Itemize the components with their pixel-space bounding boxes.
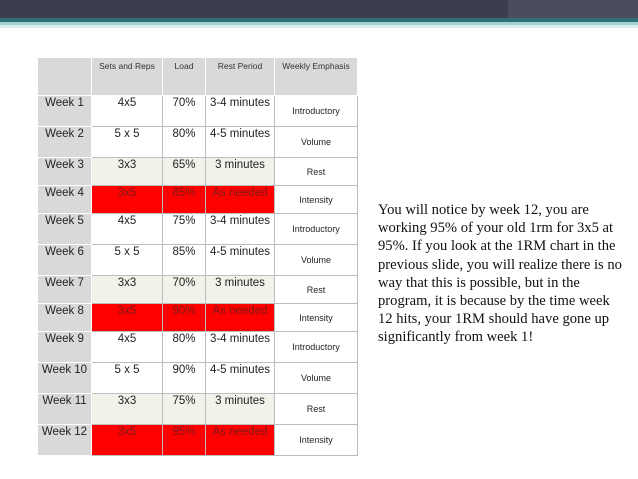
emphasis-cell: Intensity <box>275 304 358 332</box>
load-cell: 90% <box>163 363 206 394</box>
emphasis-cell: Introductory <box>275 96 358 127</box>
week-cell: Week 9 <box>38 332 92 363</box>
rest-period-cell: 4-5 minutes <box>206 363 275 394</box>
load-cell: 80% <box>163 127 206 158</box>
week-cell: Week 6 <box>38 245 92 276</box>
sets-reps-cell: 3x5 <box>92 304 163 332</box>
table-row <box>38 96 358 127</box>
table-row <box>38 276 358 304</box>
emphasis-cell: Introductory <box>275 214 358 245</box>
table-row <box>38 425 358 456</box>
sets-reps-cell: 4x5 <box>92 96 163 127</box>
emphasis-cell: Volume <box>275 363 358 394</box>
table-row <box>38 158 358 186</box>
sets-reps-cell: 5 x 5 <box>92 127 163 158</box>
rest-period-cell: 3-4 minutes <box>206 96 275 127</box>
table-header-row <box>38 58 358 96</box>
load-cell: 80% <box>163 332 206 363</box>
emphasis-cell: Intensity <box>275 425 358 456</box>
week-cell: Week 1 <box>38 96 92 127</box>
sets-reps-cell: 3x3 <box>92 158 163 186</box>
rest-period-cell: As needed <box>206 425 275 456</box>
rest-period-cell: 3 minutes <box>206 158 275 186</box>
header-load: Load <box>163 58 206 96</box>
sets-reps-cell: 3x5 <box>92 425 163 456</box>
load-cell: 70% <box>163 276 206 304</box>
load-cell: 70% <box>163 96 206 127</box>
accent-stripe-pale <box>0 25 638 28</box>
table-row <box>38 394 358 425</box>
sets-reps-cell: 5 x 5 <box>92 245 163 276</box>
week-cell: Week 5 <box>38 214 92 245</box>
table-row <box>38 214 358 245</box>
emphasis-cell: Introductory <box>275 332 358 363</box>
week-cell: Week 3 <box>38 158 92 186</box>
emphasis-cell: Volume <box>275 245 358 276</box>
week-cell: Week 10 <box>38 363 92 394</box>
sets-reps-cell: 4x5 <box>92 214 163 245</box>
load-cell: 75% <box>163 394 206 425</box>
program-table-container <box>37 57 357 456</box>
sets-reps-cell: 5 x 5 <box>92 363 163 394</box>
sets-reps-cell: 4x5 <box>92 332 163 363</box>
week-cell: Week 11 <box>38 394 92 425</box>
sets-reps-cell: 3x3 <box>92 276 163 304</box>
sets-reps-cell: 3x5 <box>92 186 163 214</box>
week-cell: Week 2 <box>38 127 92 158</box>
header-emphasis: Weekly Emphasis <box>275 58 358 96</box>
load-cell: 85% <box>163 245 206 276</box>
load-cell: 75% <box>163 214 206 245</box>
week-cell: Week 7 <box>38 276 92 304</box>
rest-period-cell: 3-4 minutes <box>206 332 275 363</box>
load-cell: 90% <box>163 304 206 332</box>
emphasis-cell: Rest <box>275 276 358 304</box>
rest-period-cell: 4-5 minutes <box>206 127 275 158</box>
table-row <box>38 363 358 394</box>
header-rest: Rest Period <box>206 58 275 96</box>
emphasis-cell: Volume <box>275 127 358 158</box>
rest-period-cell: 3-4 minutes <box>206 214 275 245</box>
table-body <box>38 96 358 456</box>
week-cell: Week 12 <box>38 425 92 456</box>
rest-period-cell: As needed <box>206 304 275 332</box>
rest-period-cell: 4-5 minutes <box>206 245 275 276</box>
emphasis-cell: Rest <box>275 158 358 186</box>
sets-reps-cell: 3x3 <box>92 394 163 425</box>
table-row <box>38 186 358 214</box>
load-cell: 95% <box>163 425 206 456</box>
top-bar-accent <box>508 0 638 18</box>
header-corner <box>38 58 92 96</box>
header-sets: Sets and Reps <box>92 58 163 96</box>
table-row <box>38 127 358 158</box>
load-cell: 65% <box>163 158 206 186</box>
rest-period-cell: 3 minutes <box>206 276 275 304</box>
explanation-text: You will notice by week 12, you are working 95% of your old 1rm for 3x5 at 95%. If you look at the 1RM chart in the previous slide, you will realize there is no way that this is possible, but in the program, it is because by the time week 12 hits, your 1RM should have gone up significantly from week 1! <box>378 202 622 346</box>
emphasis-cell: Rest <box>275 394 358 425</box>
week-cell: Week 4 <box>38 186 92 214</box>
load-cell: 85% <box>163 186 206 214</box>
rest-period-cell: 3 minutes <box>206 394 275 425</box>
top-bar <box>0 0 638 18</box>
rest-period-cell: As needed <box>206 186 275 214</box>
table-row <box>38 304 358 332</box>
table-row <box>38 245 358 276</box>
emphasis-cell: Intensity <box>275 186 358 214</box>
table-row <box>38 332 358 363</box>
week-cell: Week 8 <box>38 304 92 332</box>
program-table <box>37 57 358 456</box>
